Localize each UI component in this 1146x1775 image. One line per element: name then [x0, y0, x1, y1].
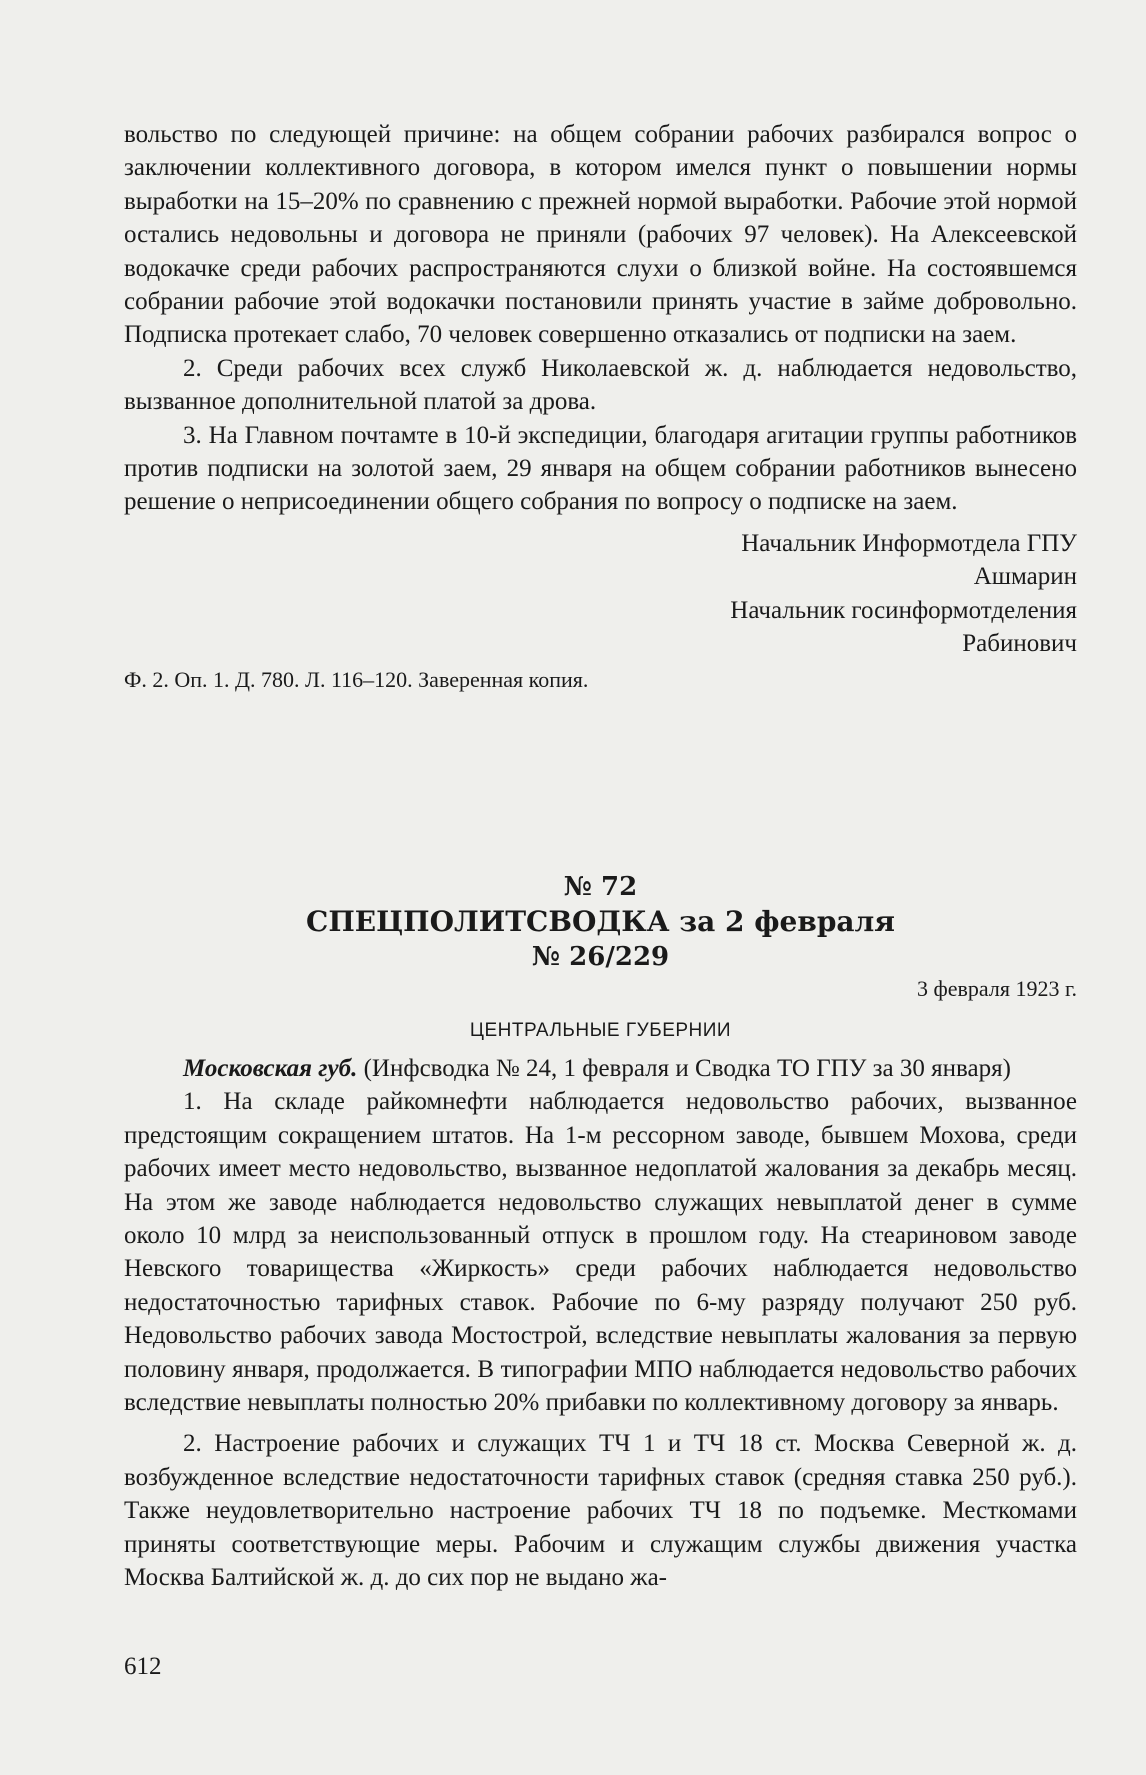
signature-name-2: Рабинович — [962, 630, 1077, 658]
item-3-paragraph: 3. На Главном почтамте в 10-й экспедиции, благодаря агитации группы работников против подписки на золотой заем, 29 января на общем собрании работников вынесено решение о неприсоединении общего собрания по вопросу о подписке на заем. — [124, 421, 1077, 516]
document-number: № 72 — [563, 872, 638, 902]
item-2-paragraph: 2. Среди рабочих всех служб Николаевской ж. д. наблюдается недовольство, вызванное дополнительной платой за дрова. — [124, 354, 1077, 416]
upper-section — [124, 118, 1077, 695]
document-date: 3 февраля 1923 г. — [916, 976, 1077, 1001]
signature-name-1: Ашмарин — [973, 563, 1077, 591]
region-line — [124, 1052, 1077, 1085]
signature-block — [124, 527, 1077, 661]
continuation-paragraph: вольство по следующей причине: на общем собрании рабочих разбирался вопрос о заключении коллективного договора, в котором имелся пункт о повышении нормы выработки на 15–20% по сравнению с прежней нормой выработки. Рабочие этой нормой остались недовольны и договора не приняли (рабочих 97 человек). На Алексеевской водокачке среди рабочих распространяются слухи о близкой войне. На состоявшемся собрании рабочие этой водокачки постановили принять участие в займе добровольно. Подписка протекает слабо, 70 человек совершенно отказались от подписки на заем. — [124, 121, 1077, 349]
document-subnumber: № 26/229 — [531, 942, 670, 972]
archive-reference: Ф. 2. Оп. 1. Д. 780. Л. 116–120. Заверенная копия. — [124, 666, 589, 692]
document-72 — [124, 870, 1077, 1595]
signature-title-1: Начальник Информотдела ГПУ — [741, 529, 1077, 557]
document-title: СПЕЦПОЛИТСВОДКА за 2 февраля — [306, 905, 895, 938]
doc-paragraph-1: 1. На складе райкомнефти наблюдается недовольство рабочих, вызванное предстоящим сокращением штатов. На 1-м рессорном заводе, бывшем Мохова, среди рабочих имеет место недовольство, вызванное недоплатой жалования за декабрь месяц. На этом же заводе наблюдается недовольство служащих невыплатой денег в сумме около 10 млрд за неиспользованный отпуск в прошлом году. На стеариновом заводе Невского товарищества «Жиркость» среди рабочих наблюдается недовольство недостаточностью тарифных ставок. Рабочие по 6-му разряду получают 250 руб. Недовольство рабочих завода Мостострой, вследствие невыплаты жалования за первую половину января, продолжается. В типографии МПО наблюдается недовольство рабочих вследствие невыплаты полностью 20% прибавки по коллективному договору за январь. — [124, 1088, 1077, 1417]
doc-paragraph-2: 2. Настроение рабочих и служащих ТЧ 1 и ТЧ 18 ст. Москва Северной ж. д. возбужденное вследствие недостаточности тарифных ставок (средняя ставка 250 руб.). Также неудовлетворительно настроение рабочих ТЧ 18 по подъемке. Месткомами приняты соответствующие меры. Рабочим и служащим службы движения участка Москва Балтийской ж. д. до сих пор не выдано жа- — [124, 1430, 1077, 1592]
region-name: Московская губ. — [183, 1055, 358, 1082]
region-sources: (Инфсводка № 24, 1 февраля и Сводка ТО ГПУ за 30 января) — [363, 1055, 1011, 1082]
section-heading: ЦЕНТРАЛЬНЫЕ ГУБЕРНИИ — [469, 1020, 732, 1041]
page-number: 612 — [124, 1653, 162, 1680]
signature-title-2: Начальник госинформотделения — [730, 596, 1077, 624]
